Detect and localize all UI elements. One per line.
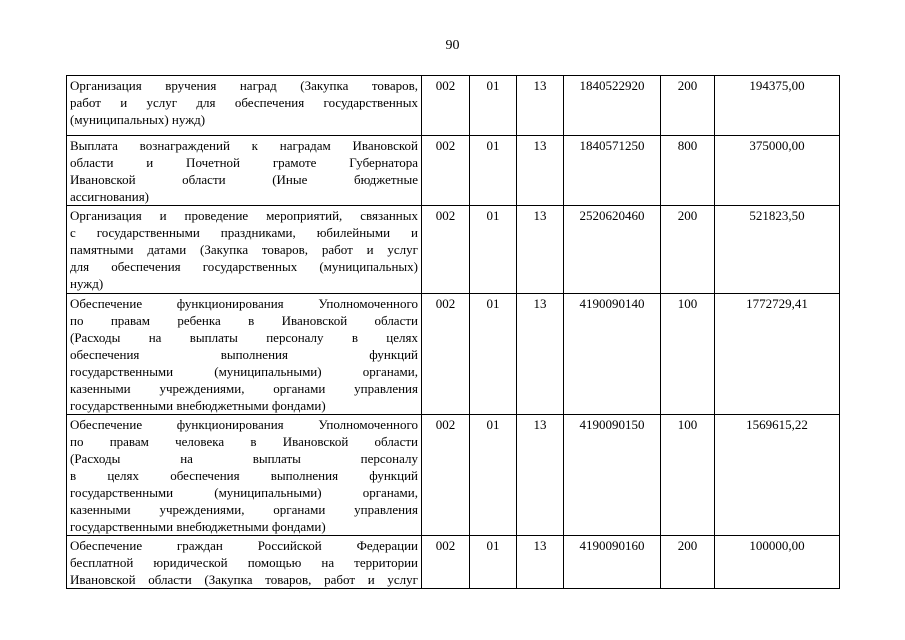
subsection-code-cell: 13 <box>517 206 564 294</box>
table-row <box>67 206 840 294</box>
section-code-cell: 01 <box>470 76 517 136</box>
section-code-cell: 01 <box>470 415 517 536</box>
description-line: казенными учреждениями, органами управления <box>70 502 418 517</box>
target-article-cell: 1840522920 <box>564 76 661 136</box>
ministry-code-cell: 002 <box>422 536 470 589</box>
amount-cell: 1772729,41 <box>715 294 840 415</box>
table-row <box>67 136 840 206</box>
budget-table <box>66 75 840 589</box>
subsection-code-cell: 13 <box>517 136 564 206</box>
description-line: (Расходы на выплаты персоналу в целях <box>70 330 418 345</box>
description-line: по правам ребенка в Ивановской области <box>70 313 418 328</box>
description-line: по правам человека в Ивановской области <box>70 434 418 449</box>
amount-cell: 1569615,22 <box>715 415 840 536</box>
description-line: Организация вручения наград (Закупка товаров, <box>70 78 418 93</box>
description-line: для обеспечения государственных (муниципальных) <box>70 259 418 274</box>
target-article-cell: 2520620460 <box>564 206 661 294</box>
description-line: государственными внебюджетными фондами) <box>70 398 326 413</box>
description-line: памятными датами (Закупка товаров, работ и услуг <box>70 242 418 257</box>
expense-type-cell: 200 <box>661 206 715 294</box>
description-line: в целях обеспечения выполнения функций <box>70 468 418 483</box>
description-line: Обеспечение функционирования Уполномоченного <box>70 296 418 311</box>
section-code-cell: 01 <box>470 206 517 294</box>
description-line: Ивановской области (Иные бюджетные <box>70 172 418 187</box>
description-line: обеспечения выполнения функций <box>70 347 418 362</box>
subsection-code-cell: 13 <box>517 415 564 536</box>
description-line: с государственными праздниками, юбилейными и <box>70 225 418 240</box>
table-row <box>67 76 840 136</box>
description-line: области и Почетной грамоте Губернатора <box>70 155 418 170</box>
description-line: работ и услуг для обеспечения государственных <box>70 95 418 110</box>
amount-cell: 100000,00 <box>715 536 840 589</box>
description-cell <box>67 206 422 294</box>
expense-type-cell: 200 <box>661 536 715 589</box>
ministry-code-cell: 002 <box>422 136 470 206</box>
table-row <box>67 536 840 589</box>
section-code-cell: 01 <box>470 294 517 415</box>
description-line: ассигнования) <box>70 189 150 204</box>
description-line: государственными внебюджетными фондами) <box>70 519 326 534</box>
description-line: государственными (муниципальными) органами, <box>70 364 418 379</box>
section-code-cell: 01 <box>470 136 517 206</box>
amount-cell: 194375,00 <box>715 76 840 136</box>
table-row <box>67 415 840 536</box>
target-article-cell: 4190090140 <box>564 294 661 415</box>
subsection-code-cell: 13 <box>517 294 564 415</box>
ministry-code-cell: 002 <box>422 294 470 415</box>
expense-type-cell: 200 <box>661 76 715 136</box>
amount-cell: 375000,00 <box>715 136 840 206</box>
description-line: нужд) <box>70 276 104 291</box>
table-body <box>67 76 840 589</box>
description-cell <box>67 136 422 206</box>
description-line: казенными учреждениями, органами управления <box>70 381 418 396</box>
ministry-code-cell: 002 <box>422 415 470 536</box>
description-line: Обеспечение граждан Российской Федерации <box>70 538 418 553</box>
description-line: (муниципальных) нужд) <box>70 112 206 127</box>
subsection-code-cell: 13 <box>517 76 564 136</box>
description-line: (Расходы на выплаты персоналу <box>70 451 418 466</box>
target-article-cell: 4190090150 <box>564 415 661 536</box>
description-line: Организация и проведение мероприятий, связанных <box>70 208 418 223</box>
target-article-cell: 4190090160 <box>564 536 661 589</box>
expense-type-cell: 800 <box>661 136 715 206</box>
expense-type-cell: 100 <box>661 415 715 536</box>
ministry-code-cell: 002 <box>422 76 470 136</box>
description-cell <box>67 536 422 589</box>
page-number: 90 <box>445 38 460 53</box>
description-cell <box>67 76 422 136</box>
table-row <box>67 294 840 415</box>
description-line: Обеспечение функционирования Уполномоченного <box>70 417 418 432</box>
description-line: бесплатной юридической помощью на территории <box>70 555 418 570</box>
section-code-cell: 01 <box>470 536 517 589</box>
subsection-code-cell: 13 <box>517 536 564 589</box>
target-article-cell: 1840571250 <box>564 136 661 206</box>
description-cell <box>67 415 422 536</box>
amount-cell: 521823,50 <box>715 206 840 294</box>
ministry-code-cell: 002 <box>422 206 470 294</box>
description-line: государственными (муниципальными) органами, <box>70 485 418 500</box>
expense-type-cell: 100 <box>661 294 715 415</box>
description-cell <box>67 294 422 415</box>
description-line: Ивановской области (Закупка товаров, работ и услуг <box>70 572 418 587</box>
description-line: Выплата вознаграждений к наградам Ивановской <box>70 138 418 153</box>
